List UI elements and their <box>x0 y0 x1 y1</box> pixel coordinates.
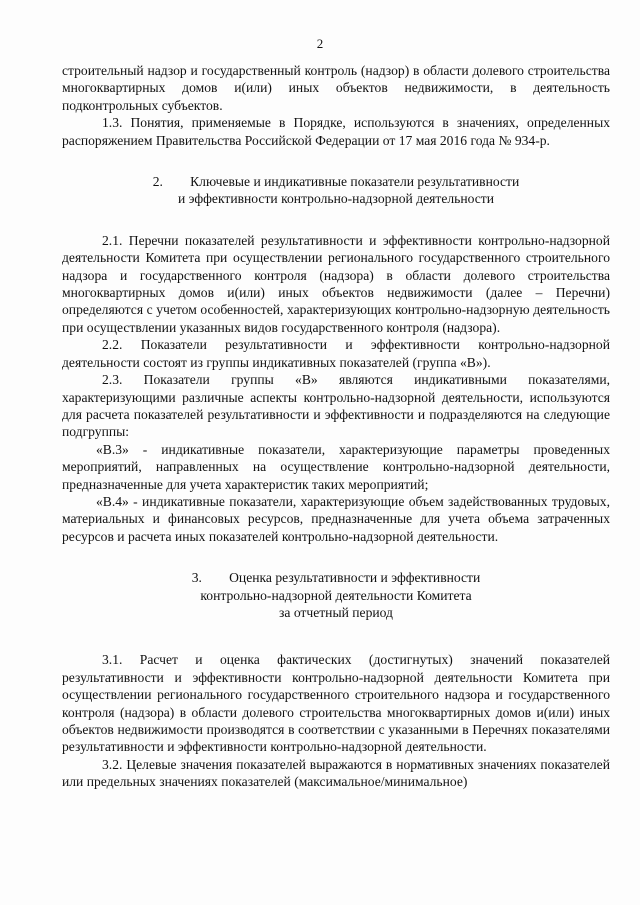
paragraph-2-3: 2.3. Показатели группы «В» являются индикативными показателями, характеризующими различные аспекты контрольно-надзорной деятельности, используются для расчета показателей результативности и эффективности и подразделяются на следующие подгруппы: <box>62 372 610 440</box>
paragraph-2-1: 2.1. Перечни показателей результативности и эффективности контрольно-надзорной деятельности Комитета при осуществлении регионального государственного строительного надзора и государственного контроля (надзора) в области долевого строительства многоквартирных домов и(или) иных объектов недвижимости (далее – Перечни) определяются с учетом особенностей, характеризующих контрольно-надзорную деятельность при осуществлении указанных видов государственного контроля (надзора). <box>62 232 610 335</box>
paragraph-2-2: 2.2. Показатели результативности и эффективности контрольно-надзорной деятельности состоят из группы индикативных показателей (группа «В»). <box>62 337 610 370</box>
section-2-heading-line1: 2. Ключевые и индикативные показатели результативности <box>152 174 520 190</box>
section-3-heading-line3: за отчетный период <box>279 604 393 620</box>
paragraph-b3: «В.3» - индикативные показатели, характеризующие параметры проведенных мероприятий, направленных на осуществление контрольно-надзорной деятельности, предназначенные для учета характеристик таких мероприятий; <box>62 441 610 492</box>
paragraph-3-2: 3.2. Целевые значения показателей выражаются в нормативных значениях показателей или предельных значениях показателей (максимальное/минимальное) <box>62 756 610 790</box>
paragraph-b4: «В.4» - индикативные показатели, характеризующие объем задействованных трудовых, материальных и финансовых ресурсов, предназначенные для учета объема затраченных ресурсов и расчета иных показателей контрольно-надзорной деятельности. <box>62 493 610 544</box>
section-3-heading-line1: 3. Оценка результативности и эффективности <box>191 570 481 586</box>
document-body <box>62 62 610 791</box>
page-number: 2 <box>316 36 324 51</box>
paragraph-continuation: строительный надзор и государственный контроль (надзор) в области долевого строительства многоквартирных домов и(или) иных объектов недвижимости, в деятельность подконтрольных субъектов. <box>62 63 610 113</box>
paragraph-3-1: 3.1. Расчет и оценка фактических (достигнутых) значений показателей результативности и эффективности контрольно-надзорной деятельности Комитета при осуществлении регионального государственного строительного надзора и государственного контроля (надзора) в области долевого строительства многоквартирных домов и(или) иных объектов недвижимости производятся в соответствии с указанными в Перечнях показателями результативности и эффективности контрольно-надзорной деятельности. <box>62 652 610 755</box>
section-3-heading-line2: контрольно-надзорной деятельности Комитета <box>200 587 472 603</box>
paragraph-1-3: 1.3. Понятия, применяемые в Порядке, используются в значениях, определенных распоряжением Правительства Российской Федерации от 17 мая 2016 года № 934-р. <box>62 115 610 148</box>
section-2-heading-line2: и эффективности контрольно-надзорной деятельности <box>177 191 495 207</box>
